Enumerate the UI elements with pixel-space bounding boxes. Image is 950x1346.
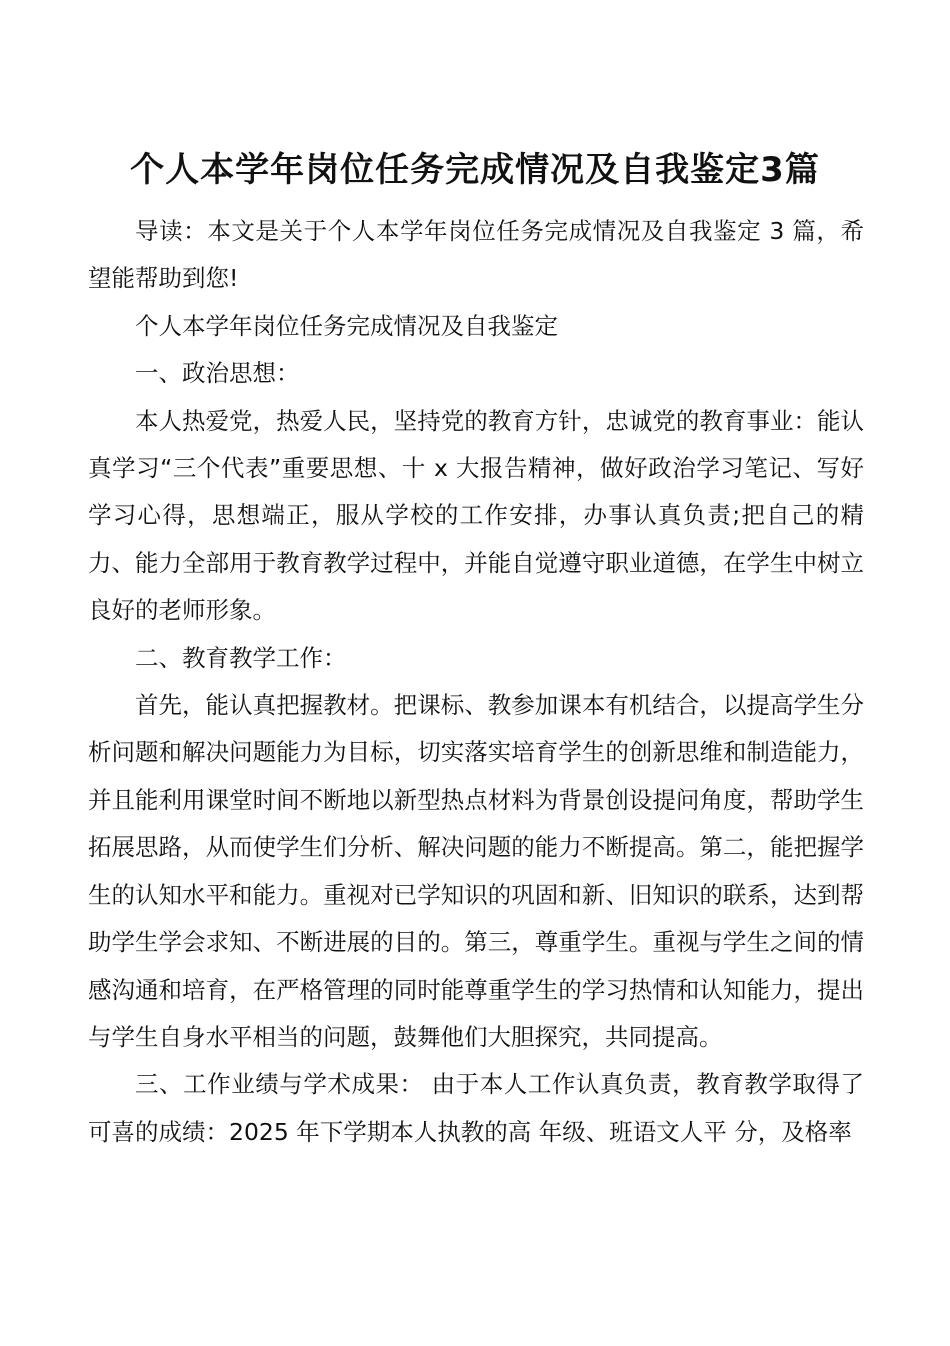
achievements-paragraph: 三、工作业绩与学术成果： 由于本人工作认真负责，教育教学取得了可喜的成绩：2025 年下学期本人执教的高 年级、班语文人平 分，及格率 xyxy=(88,1070,864,1146)
teaching-paragraph: 首先，能认真把握教材。把课标、教参加课本有机结合，以提高学生分析问题和解决问题能力为目标，切实落实培育学生的创新思维和制造能力，并且能利用课堂时间不断地以新型热点材料为背景创设提问角度，帮助学生拓展思路，从而使学生们分析、解决问题的能力不断提高。第二，能把握学生的认知水平和能力。重视对已学知识的巩固和新、旧知识的联系，达到帮助学生学会求知、不断进展的目的。第三，尊重学生。重视与学生之间的情感沟通和培育，在严格管理的同时能尊重学生的学习热情和认知能力，提出与学生自身水平相当的问题，鼓舞他们大胆探究，共同提高。 xyxy=(88,691,864,1051)
document-title: 个人本学年岗位任务完成情况及自我鉴定3篇 xyxy=(130,150,820,190)
section-heading-politics: 一、政治思想： xyxy=(135,359,300,388)
intro-paragraph: 导读：本文是关于个人本学年岗位任务完成情况及自我鉴定 3 篇，希望能帮助到您! xyxy=(88,217,864,293)
subtitle-paragraph: 个人本学年岗位任务完成情况及自我鉴定 xyxy=(135,311,558,340)
section-heading-teaching: 二、教育教学工作： xyxy=(135,643,347,672)
document-body xyxy=(88,208,864,1156)
politics-paragraph: 本人热爱党，热爱人民，坚持党的教育方针，忠诚党的教育事业：能认真学习“三个代表”重要思想、十 x 大报告精神，做好政治学习笔记、写好学习心得，思想端正，服从学校的工作安排，办事认真负责;把自己的精力、能力全部用于教育教学过程中，并能自觉遵守职业道德，在学生中树立良好的老师形象。 xyxy=(88,406,864,625)
